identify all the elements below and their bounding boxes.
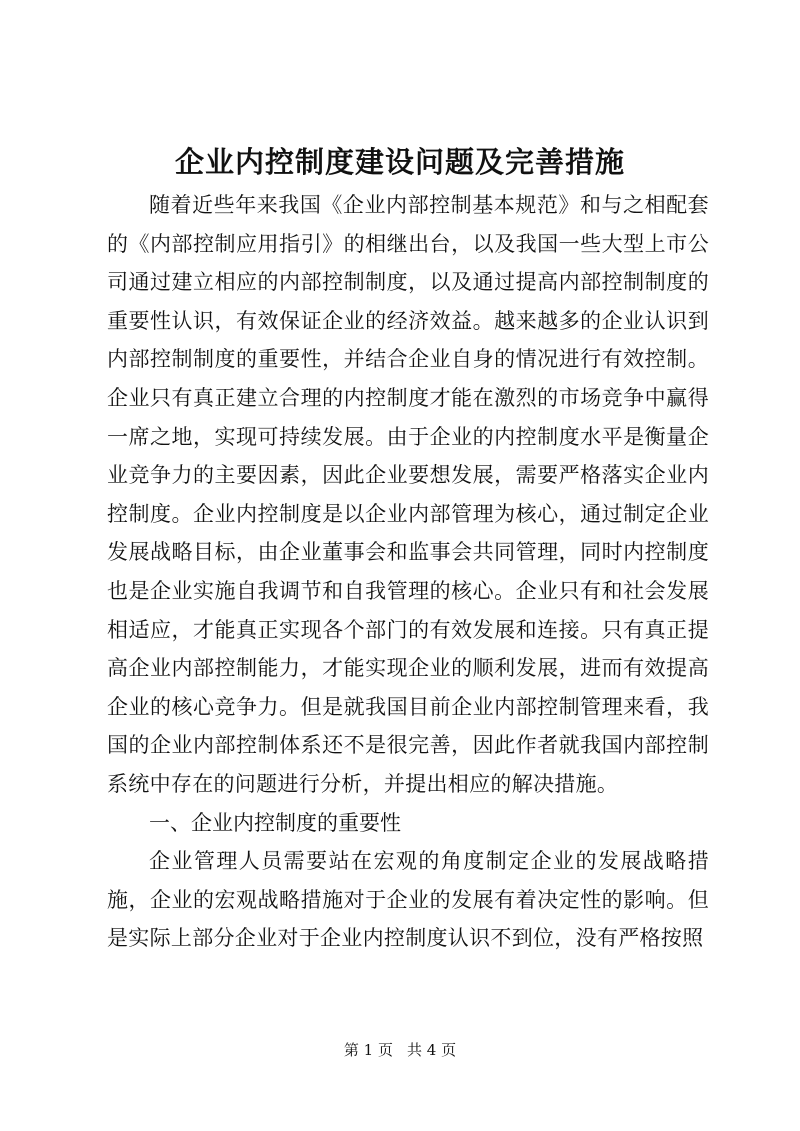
page-footer — [0, 1040, 800, 1060]
intro-paragraph: 随着近些年来我国《企业内部控制基本规范》和与之相配套的《内部控制应用指引》的相继出台，以及我国一些大型上市公司通过建立相应的内部控制制度，以及通过提高内部控制制度的重要性认识，有效保证企业的经济效益。越来越多的企业认识到内部控制制度的重要性，并结合企业自身的情况进行有效控制。企业只有真正建立合理的内控制度才能在激烈的市场竞争中赢得一席之地，实现可持续发展。由于企业的内控制度水平是衡量企业竞争力的主要因素，因此企业要想发展，需要严格落实企业内控制度。企业内控制度是以企业内部管理为核心，通过制定企业发展战略目标，由企业董事会和监事会共同管理，同时内控制度也是企业实施自我调节和自我管理的核心。企业只有和社会发展相适应，才能真正实现各个部门的有效发展和连接。只有真正提高企业内部控制能力，才能实现企业的顺利发展，进而有效提高企业的核心竞争力。但是就我国目前企业内部控制管理来看，我国的企业内部控制体系还不是很完善，因此作者就我国内部控制系统中存在的问题进行分析，并提出相应的解决措施。 — [107, 193, 709, 796]
document-title: 企业内控制度建设问题及完善措施 — [174, 145, 625, 179]
page-number: 第 1 页 — [343, 1041, 393, 1059]
section-heading: 一、企业内控制度的重要性 — [149, 810, 401, 835]
page-total: 共 4 页 — [407, 1041, 457, 1059]
section-paragraph: 企业管理人员需要站在宏观的角度制定企业的发展战略措施，企业的宏观战略措施对于企业的发展有着决定性的影响。但是实际上部分企业对于企业内控制度认识不到位，没有严格按照 — [107, 849, 709, 951]
document-body — [107, 186, 709, 958]
